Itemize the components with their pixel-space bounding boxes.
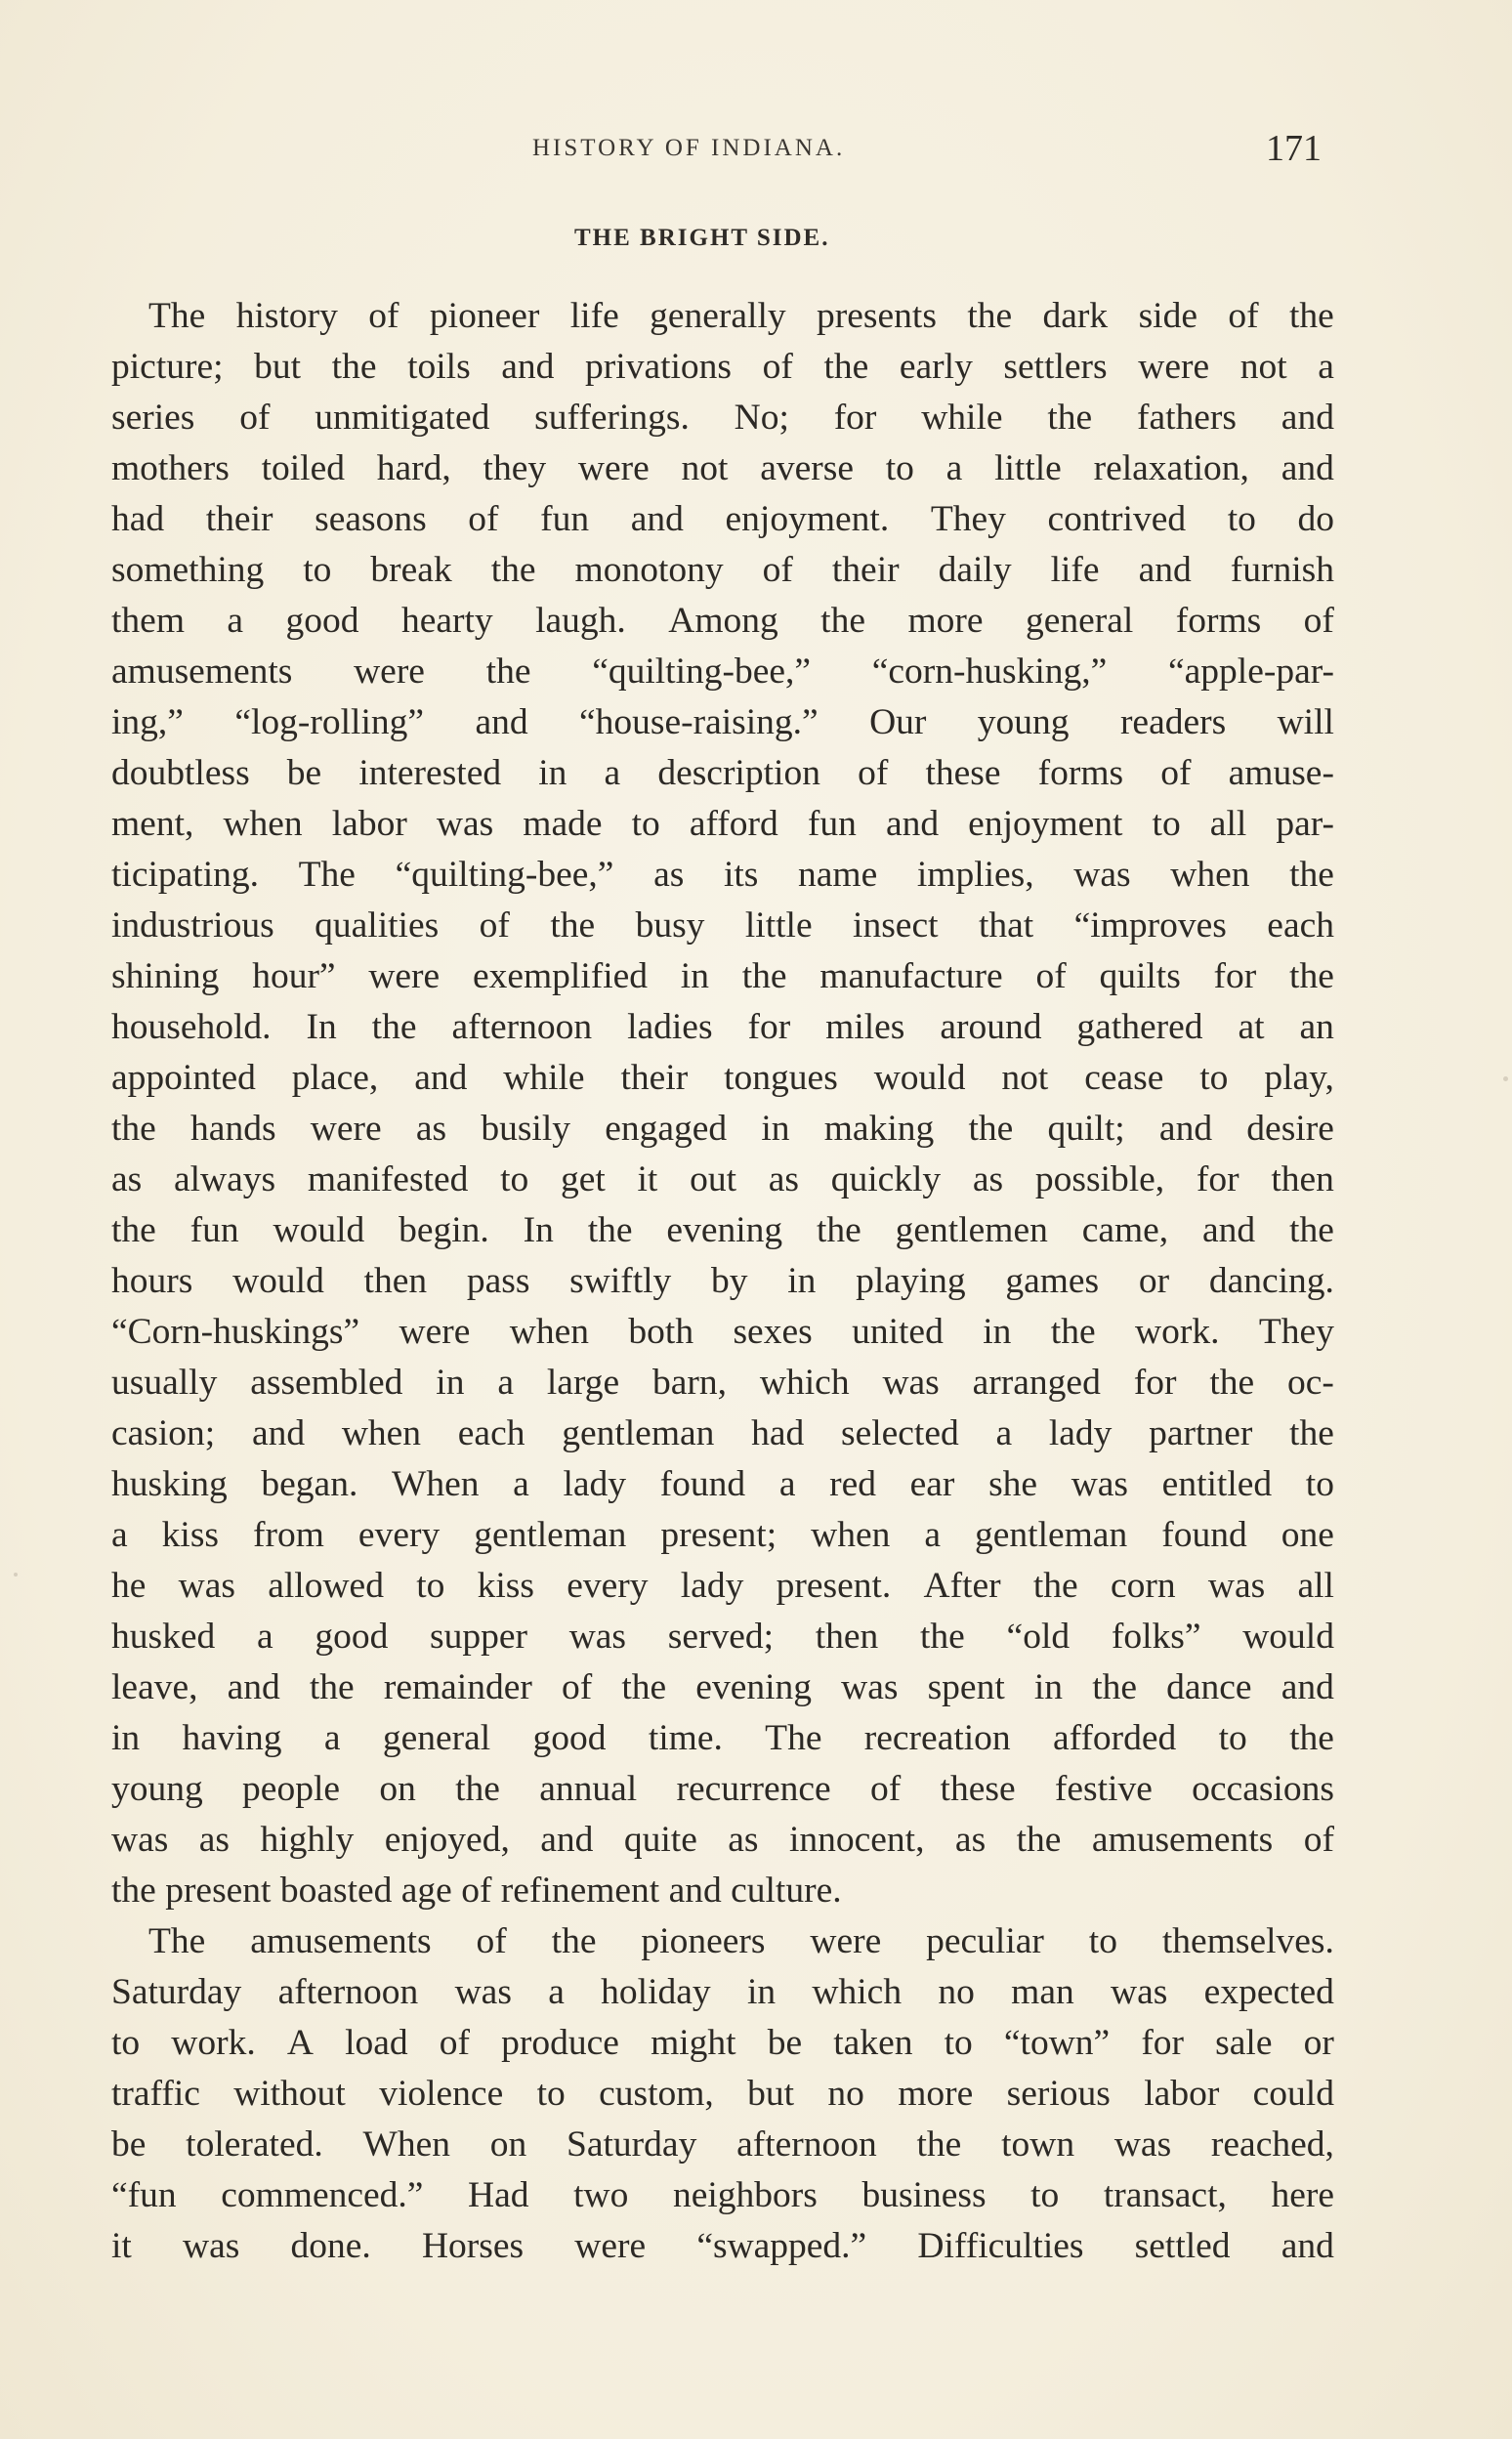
text-line: young people on the annual recurrence of these festive occasions bbox=[111, 1769, 1334, 1809]
text-line: the fun would begin. In the evening the gentlemen came, and the bbox=[111, 1210, 1334, 1250]
text-line: traffic without violence to custom, but no more serious labor could bbox=[111, 2074, 1334, 2114]
text-line: The history of pioneer life generally presents the dark side of the bbox=[148, 296, 1334, 336]
page-number: 171 bbox=[1266, 128, 1322, 169]
text-line: something to break the monotony of their daily life and furnish bbox=[111, 550, 1334, 590]
text-line: as always manifested to get it out as quickly as possible, for then bbox=[111, 1159, 1334, 1199]
text-line: them a good hearty laugh. Among the more general forms of bbox=[111, 601, 1334, 641]
text-line: hours would then pass swiftly by in playing games or dancing. bbox=[111, 1261, 1334, 1301]
text-line: the present boasted age of refinement and culture. bbox=[111, 1871, 842, 1911]
text-line: it was done. Horses were “swapped.” Difficulties settled and bbox=[111, 2226, 1334, 2266]
text-line: household. In the afternoon ladies for miles around gathered at an bbox=[111, 1007, 1334, 1047]
text-line: “fun commenced.” Had two neighbors business to transact, here bbox=[111, 2175, 1334, 2215]
text-line: a kiss from every gentleman present; when a gentleman found one bbox=[111, 1515, 1334, 1555]
paper-speck bbox=[14, 1573, 18, 1577]
text-line: ing,” “log-rolling” and “house-raising.” Our young readers will bbox=[111, 702, 1334, 742]
body-text bbox=[111, 291, 1334, 2272]
text-line: mothers toiled hard, they were not averse to a little relaxation, and bbox=[111, 448, 1334, 488]
text-line: industrious qualities of the busy little insect that “improves each bbox=[111, 905, 1334, 946]
text-line: Saturday afternoon was a holiday in which no man was expected bbox=[111, 1972, 1334, 2012]
text-line: he was allowed to kiss every lady present. After the corn was all bbox=[111, 1566, 1334, 1606]
text-line: series of unmitigated sufferings. No; for while the fathers and bbox=[111, 398, 1334, 438]
text-line: casion; and when each gentleman had selected a lady partner the bbox=[111, 1413, 1334, 1453]
text-line: doubtless be interested in a description of these forms of amuse- bbox=[111, 753, 1334, 793]
text-line: “Corn-huskings” were when both sexes united in the work. They bbox=[111, 1312, 1334, 1352]
running-head: HISTORY OF INDIANA. bbox=[532, 135, 846, 161]
text-line: shining hour” were exemplified in the manufacture of quilts for the bbox=[111, 956, 1334, 996]
text-line: picture; but the toils and privations of the early settlers were not a bbox=[111, 347, 1334, 387]
text-line: leave, and the remainder of the evening was spent in the dance and bbox=[111, 1667, 1334, 1707]
text-line: appointed place, and while their tongues would not cease to play, bbox=[111, 1058, 1334, 1098]
text-line: husking began. When a lady found a red ear she was entitled to bbox=[111, 1464, 1334, 1504]
text-line: had their seasons of fun and enjoyment. They contrived to do bbox=[111, 499, 1334, 539]
text-line: amusements were the “quilting-bee,” “corn-husking,” “apple-par- bbox=[111, 652, 1334, 692]
text-line: usually assembled in a large barn, which was arranged for the oc- bbox=[111, 1363, 1334, 1403]
text-line: The amusements of the pioneers were peculiar to themselves. bbox=[148, 1921, 1334, 1961]
section-title: THE BRIGHT SIDE. bbox=[574, 225, 830, 251]
paper-speck bbox=[1503, 1076, 1508, 1081]
text-line: was as highly enjoyed, and quite as innocent, as the amusements of bbox=[111, 1820, 1334, 1860]
paragraph-1 bbox=[111, 291, 1334, 1916]
text-line: ticipating. The “quilting-bee,” as its name implies, was when the bbox=[111, 855, 1334, 895]
text-line: husked a good supper was served; then the “old folks” would bbox=[111, 1617, 1334, 1657]
paragraph-2 bbox=[111, 1916, 1334, 2272]
text-line: to work. A load of produce might be taken to “town” for sale or bbox=[111, 2023, 1334, 2063]
text-line: be tolerated. When on Saturday afternoon the town was reached, bbox=[111, 2124, 1334, 2165]
text-line: ment, when labor was made to afford fun and enjoyment to all par- bbox=[111, 804, 1334, 844]
text-line: the hands were as busily engaged in making the quilt; and desire bbox=[111, 1109, 1334, 1149]
text-line: in having a general good time. The recreation afforded to the bbox=[111, 1718, 1334, 1758]
